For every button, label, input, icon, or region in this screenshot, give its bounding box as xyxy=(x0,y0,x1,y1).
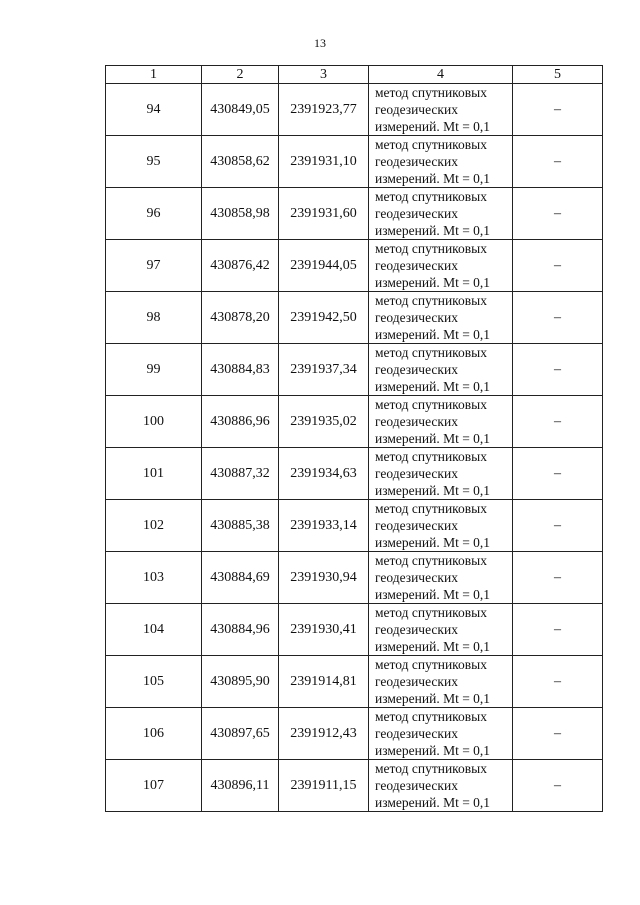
method-cell xyxy=(369,448,513,500)
method-text xyxy=(369,344,512,395)
method-text xyxy=(369,708,512,759)
x-coordinate-cell: 430887,32 xyxy=(202,448,279,500)
column-5-cell: – xyxy=(513,188,603,240)
table-row xyxy=(106,448,603,500)
method-line1: метод спутниковых xyxy=(375,761,487,776)
table-row xyxy=(106,84,603,136)
method-line2: геодезических xyxy=(375,466,458,481)
method-line3: измерений. Mt = 0,1 xyxy=(375,275,491,290)
column-5-cell: – xyxy=(513,84,603,136)
y-coordinate-cell: 2391933,14 xyxy=(279,500,369,552)
x-coordinate-cell: 430878,20 xyxy=(202,292,279,344)
column-header-5: 5 xyxy=(513,66,603,84)
method-line1: метод спутниковых xyxy=(375,397,487,412)
method-text xyxy=(369,84,512,135)
y-coordinate-cell: 2391931,10 xyxy=(279,136,369,188)
x-coordinate-cell: 430876,42 xyxy=(202,240,279,292)
method-text xyxy=(369,448,512,499)
y-coordinate-cell: 2391937,34 xyxy=(279,344,369,396)
method-text xyxy=(369,136,512,187)
column-5-cell: – xyxy=(513,552,603,604)
y-coordinate-cell: 2391942,50 xyxy=(279,292,369,344)
method-line3: измерений. Mt = 0,1 xyxy=(375,587,491,602)
column-5-cell: – xyxy=(513,136,603,188)
x-coordinate-cell: 430884,69 xyxy=(202,552,279,604)
x-coordinate-cell: 430895,90 xyxy=(202,656,279,708)
column-header-2: 2 xyxy=(202,66,279,84)
method-line1: метод спутниковых xyxy=(375,657,487,672)
point-number-cell: 106 xyxy=(106,708,202,760)
y-coordinate-cell: 2391931,60 xyxy=(279,188,369,240)
method-line2: геодезических xyxy=(375,622,458,637)
column-5-cell: – xyxy=(513,760,603,812)
point-number-cell: 105 xyxy=(106,656,202,708)
x-coordinate-cell: 430896,11 xyxy=(202,760,279,812)
method-text xyxy=(369,240,512,291)
method-line1: метод спутниковых xyxy=(375,449,487,464)
method-line2: геодезических xyxy=(375,414,458,429)
method-cell xyxy=(369,656,513,708)
column-5-cell: – xyxy=(513,396,603,448)
method-line1: метод спутниковых xyxy=(375,85,487,100)
method-cell xyxy=(369,240,513,292)
method-line1: метод спутниковых xyxy=(375,709,487,724)
column-header-1: 1 xyxy=(106,66,202,84)
column-5-cell: – xyxy=(513,292,603,344)
y-coordinate-cell: 2391935,02 xyxy=(279,396,369,448)
column-header-4: 4 xyxy=(369,66,513,84)
x-coordinate-cell: 430884,96 xyxy=(202,604,279,656)
column-5-cell: – xyxy=(513,448,603,500)
method-line3: измерений. Mt = 0,1 xyxy=(375,483,491,498)
method-line1: метод спутниковых xyxy=(375,605,487,620)
point-number-cell: 100 xyxy=(106,396,202,448)
method-line3: измерений. Mt = 0,1 xyxy=(375,535,491,550)
table-row xyxy=(106,604,603,656)
method-cell xyxy=(369,500,513,552)
method-text xyxy=(369,188,512,239)
y-coordinate-cell: 2391934,63 xyxy=(279,448,369,500)
method-cell xyxy=(369,760,513,812)
method-line2: геодезических xyxy=(375,778,458,793)
point-number-cell: 99 xyxy=(106,344,202,396)
table-row xyxy=(106,344,603,396)
method-line3: измерений. Mt = 0,1 xyxy=(375,431,491,446)
point-number-cell: 101 xyxy=(106,448,202,500)
column-header-3: 3 xyxy=(279,66,369,84)
method-cell xyxy=(369,604,513,656)
method-cell xyxy=(369,136,513,188)
point-number-cell: 104 xyxy=(106,604,202,656)
x-coordinate-cell: 430858,62 xyxy=(202,136,279,188)
column-5-cell: – xyxy=(513,708,603,760)
method-line2: геодезических xyxy=(375,102,458,117)
method-line3: измерений. Mt = 0,1 xyxy=(375,327,491,342)
table-row xyxy=(106,708,603,760)
y-coordinate-cell: 2391923,77 xyxy=(279,84,369,136)
x-coordinate-cell: 430886,96 xyxy=(202,396,279,448)
method-text xyxy=(369,396,512,447)
point-number-cell: 95 xyxy=(106,136,202,188)
point-number-cell: 96 xyxy=(106,188,202,240)
y-coordinate-cell: 2391912,43 xyxy=(279,708,369,760)
method-line1: метод спутниковых xyxy=(375,241,487,256)
method-cell xyxy=(369,188,513,240)
table-body xyxy=(106,66,603,812)
point-number-cell: 97 xyxy=(106,240,202,292)
method-line2: геодезических xyxy=(375,258,458,273)
method-line1: метод спутниковых xyxy=(375,553,487,568)
method-line3: измерений. Mt = 0,1 xyxy=(375,691,491,706)
method-line3: измерений. Mt = 0,1 xyxy=(375,743,491,758)
method-text xyxy=(369,760,512,811)
method-line2: геодезических xyxy=(375,310,458,325)
y-coordinate-cell: 2391930,94 xyxy=(279,552,369,604)
method-text xyxy=(369,552,512,603)
y-coordinate-cell: 2391911,15 xyxy=(279,760,369,812)
point-number-cell: 102 xyxy=(106,500,202,552)
table-row xyxy=(106,552,603,604)
method-text xyxy=(369,656,512,707)
coordinates-table xyxy=(105,65,603,812)
method-line1: метод спутниковых xyxy=(375,137,487,152)
method-line2: геодезических xyxy=(375,206,458,221)
method-line2: геодезических xyxy=(375,518,458,533)
x-coordinate-cell: 430885,38 xyxy=(202,500,279,552)
x-coordinate-cell: 430858,98 xyxy=(202,188,279,240)
method-line3: измерений. Mt = 0,1 xyxy=(375,639,491,654)
method-cell xyxy=(369,708,513,760)
method-line1: метод спутниковых xyxy=(375,345,487,360)
point-number-cell: 98 xyxy=(106,292,202,344)
x-coordinate-cell: 430849,05 xyxy=(202,84,279,136)
method-line2: геодезических xyxy=(375,362,458,377)
method-cell xyxy=(369,344,513,396)
method-line2: геодезических xyxy=(375,154,458,169)
table-row xyxy=(106,396,603,448)
column-5-cell: – xyxy=(513,500,603,552)
point-number-cell: 107 xyxy=(106,760,202,812)
method-line2: геодезических xyxy=(375,674,458,689)
table-row xyxy=(106,240,603,292)
method-text xyxy=(369,500,512,551)
table-row xyxy=(106,136,603,188)
method-cell xyxy=(369,552,513,604)
table-row xyxy=(106,760,603,812)
method-text xyxy=(369,604,512,655)
table-row xyxy=(106,500,603,552)
column-5-cell: – xyxy=(513,604,603,656)
method-text xyxy=(369,292,512,343)
method-line2: геодезических xyxy=(375,726,458,741)
method-line3: измерений. Mt = 0,1 xyxy=(375,119,491,134)
method-line3: измерений. Mt = 0,1 xyxy=(375,171,491,186)
x-coordinate-cell: 430884,83 xyxy=(202,344,279,396)
method-line3: измерений. Mt = 0,1 xyxy=(375,223,491,238)
method-cell xyxy=(369,396,513,448)
y-coordinate-cell: 2391930,41 xyxy=(279,604,369,656)
column-5-cell: – xyxy=(513,344,603,396)
table-row xyxy=(106,292,603,344)
table-row xyxy=(106,656,603,708)
method-line1: метод спутниковых xyxy=(375,293,487,308)
table-header-row xyxy=(106,66,603,84)
point-number-cell: 103 xyxy=(106,552,202,604)
method-line3: измерений. Mt = 0,1 xyxy=(375,379,491,394)
y-coordinate-cell: 2391914,81 xyxy=(279,656,369,708)
y-coordinate-cell: 2391944,05 xyxy=(279,240,369,292)
column-5-cell: – xyxy=(513,240,603,292)
x-coordinate-cell: 430897,65 xyxy=(202,708,279,760)
method-line2: геодезических xyxy=(375,570,458,585)
point-number-cell: 94 xyxy=(106,84,202,136)
method-cell xyxy=(369,84,513,136)
method-line3: измерений. Mt = 0,1 xyxy=(375,795,491,810)
method-line1: метод спутниковых xyxy=(375,501,487,516)
page-number: 13 xyxy=(314,36,326,50)
table-row xyxy=(106,188,603,240)
column-5-cell: – xyxy=(513,656,603,708)
method-line1: метод спутниковых xyxy=(375,189,487,204)
method-cell xyxy=(369,292,513,344)
